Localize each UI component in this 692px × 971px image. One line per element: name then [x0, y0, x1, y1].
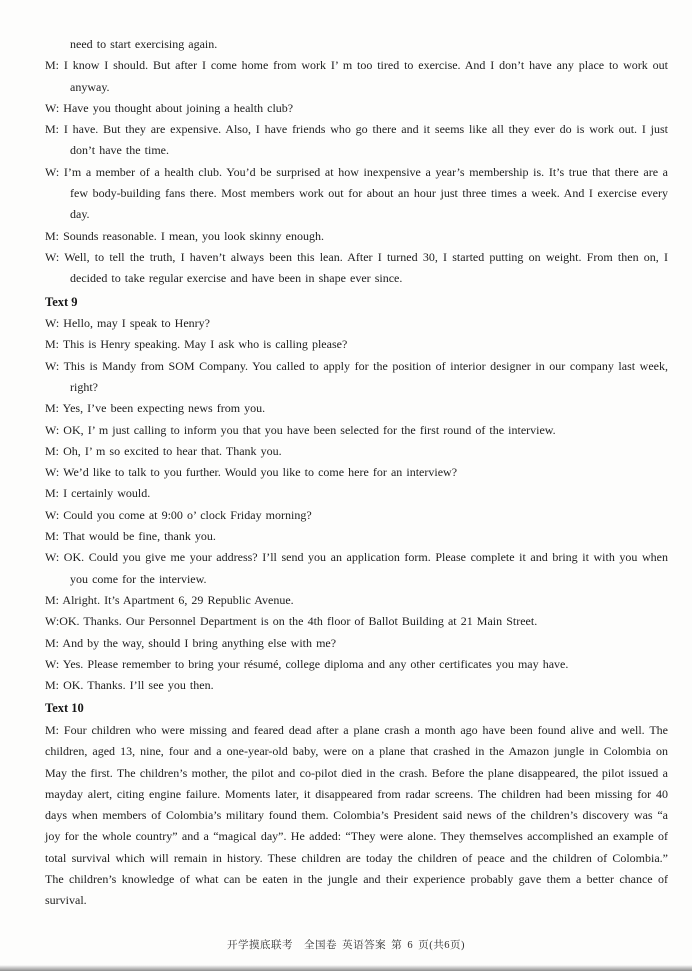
section-heading-text-9: Text 9	[45, 294, 78, 309]
transcript-line: M: And by the way, should I bring anything else with me?	[45, 635, 337, 650]
transcript-line: W: OK. Could you give me your address? I’ll send you an application form. Please complete it and bring it with you when you come for the interview.	[45, 550, 668, 586]
transcript-line: M: That would be fine, thank you.	[45, 529, 216, 544]
transcript-line: W: OK, I’ m just calling to inform you that you have been selected for the first round of the interview.	[45, 422, 556, 437]
transcript-line: M: Yes, I’ve been expecting news from you.	[45, 401, 266, 416]
transcript-line: M: This is Henry speaking. May I ask who is calling please?	[45, 337, 348, 352]
transcript-line: M: OK. Thanks. I’ll see you then.	[45, 678, 214, 693]
document-page	[45, 34, 668, 912]
scan-edge-artifact	[0, 965, 692, 971]
transcript-line: W: Yes. Please remember to bring your résumé, college diploma and any other certificates you may have.	[45, 656, 569, 671]
transcript-line: W: This is Mandy from SOM Company. You called to apply for the position of interior designer in our company last week, right?	[45, 358, 668, 394]
transcript-line: M: Sounds reasonable. I mean, you look skinny enough.	[45, 228, 324, 243]
transcript-line: M: I have. But they are expensive. Also, I have friends who go there and it seems like all they ever do is work out. I just don’t have the time.	[45, 122, 668, 158]
transcript-line: M: I know I should. But after I come home from work I’ m too tired to exercise. And I don’t have any place to work out anyway.	[45, 58, 668, 94]
transcript-line: W: Have you thought about joining a health club?	[45, 100, 294, 115]
transcript-line: W: Hello, may I speak to Henry?	[45, 316, 210, 331]
transcript-line: W: Could you come at 9:00 o’ clock Friday morning?	[45, 507, 312, 522]
transcript-line: W: I’m a member of a health club. You’d be surprised at how inexpensive a year’s membership is. It’s true that there are a few body-building fans there. Most members work out for about an hour just three times a week. And I exercise every day.	[45, 164, 668, 222]
section-heading-text-10: Text 10	[45, 701, 84, 716]
page-footer: 开学摸底联考 全国卷 英语答案 第 6 页(共6页)	[227, 940, 465, 951]
transcript-line: M: Four children who were missing and feared dead after a plane crash a month ago have been found alive and well. The children, aged 13, nine, four and a one-year-old baby, were on a plane that crashed in the Amazon jungle in Colombia on May the first. The children’s mother, the pilot and co-pilot died in the crash. Before the plane disappeared, the pilot issued a mayday alert, citing engine failure. Moments later, it disappeared from radar screens. The children had been missing for 40 days when members of Colombia’s military found them. Colombia’s President said news of the children’s discovery was “a joy for the whole country” and a “magical day”. He added: “They were alone. They themselves accomplished an example of total survival which will remain in history. These children are today the children of peace and the children of Colombia.” The children’s knowledge of what can be eaten in the jungle and their experience probably gave them a better chance of survival.	[45, 722, 668, 908]
transcript-line: W: We’d like to talk to you further. Would you like to come here for an interview?	[45, 465, 458, 480]
transcript-line: need to start exercising again.	[70, 37, 218, 51]
transcript-line: M: Oh, I’ m so excited to hear that. Thank you.	[45, 443, 282, 458]
transcript-line: W: Well, to tell the truth, I haven’t always been this lean. After I turned 30, I started putting on weight. From then on, I decided to take regular exercise and have been in shape ever since.	[45, 249, 668, 286]
transcript-line: W:OK. Thanks. Our Personnel Department is on the 4th floor of Ballot Building at 21 Main Street.	[45, 614, 538, 629]
transcript-line: M: Alright. It’s Apartment 6, 29 Republic Avenue.	[45, 592, 294, 607]
transcript-line: M: I certainly would.	[45, 486, 151, 501]
